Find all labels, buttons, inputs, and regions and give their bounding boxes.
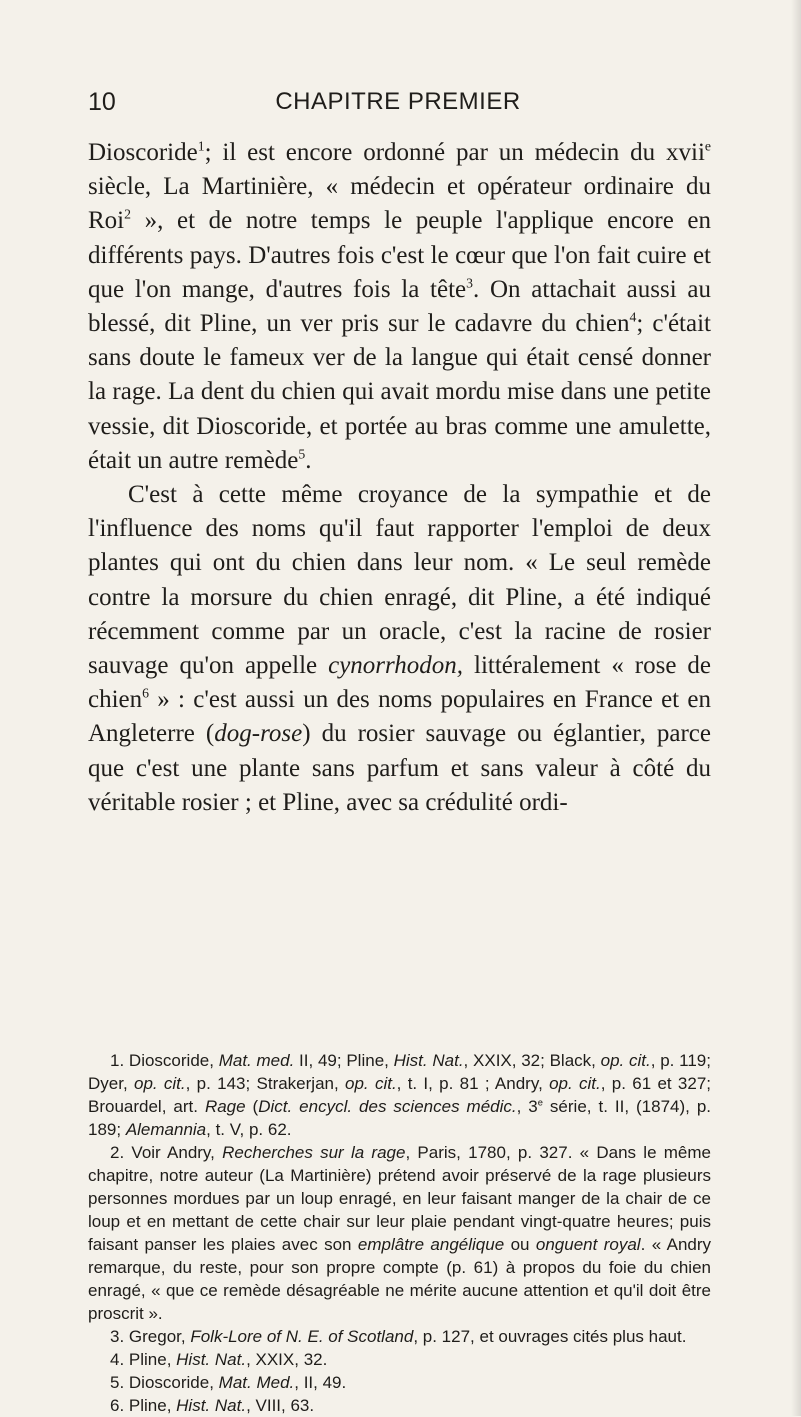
page-number: 10 xyxy=(88,88,116,116)
text-run: . « Andry remarque, du reste, pour son propre compte (p. 61) à propos du foie du chien enragé, « que ce remède désagréable ne mérite aucune attention et qu'il doit être proscrit ». xyxy=(88,1235,712,1323)
footnote-ref-6: 6 xyxy=(142,685,150,701)
citation-title: Folk-Lore of N. E. of Scotland xyxy=(190,1327,414,1346)
footnote-ref-4: 4 xyxy=(629,309,637,325)
footnote-ref-5: 5 xyxy=(298,446,306,462)
footnote-ref-1: 1 xyxy=(197,138,205,154)
text-run: , XXIX, 32; Black, xyxy=(463,1051,601,1070)
text-run: , t. I, p. 81 ; Andry, xyxy=(396,1074,550,1093)
italic-term: emplâtre angélique xyxy=(357,1235,505,1254)
citation-title: op. cit. xyxy=(600,1051,651,1070)
text-run: ) du rosier sauvage ou églantier, parce que c'est une plante sans parfum et sans valeur à côté du véritable rosier ; et Pline, avec sa crédulité ordi- xyxy=(88,720,711,816)
text-run: , VIII, 63. xyxy=(246,1396,315,1415)
citation-title: Rage xyxy=(204,1097,246,1116)
text-run: 3. Gregor, xyxy=(110,1327,191,1346)
text-run: ; c'était sans doute le fameux ver de la langue qui était censé donner la rage. La dent du chien qui avait mordu mise dans une petite vessie, dit Dioscoride, et portée au bras comme une amulette, était un autre remède xyxy=(88,310,711,474)
text-run: 5. Dioscoride, xyxy=(110,1373,219,1392)
text-run: » : c'est aussi un des noms populaires en France et en Angleterre ( xyxy=(88,686,711,748)
citation-title: op. cit. xyxy=(133,1074,186,1093)
text-run: ou xyxy=(504,1235,536,1254)
footnote-2 xyxy=(88,1141,711,1325)
citation-title: Hist. Nat. xyxy=(393,1051,464,1070)
main-text xyxy=(88,136,711,820)
text-run: 4. Pline, xyxy=(110,1350,177,1369)
footnote-ref-3: 3 xyxy=(466,275,474,291)
citation-title: op. cit. xyxy=(345,1074,397,1093)
text-run: , II, 49. xyxy=(294,1373,347,1392)
text-run: . On attachait aussi au blessé, dit Pline, un ver pris sur le cadavre du chien xyxy=(88,275,711,338)
footnote-ref-2: 2 xyxy=(124,207,131,223)
citation-title: Mat. med. xyxy=(218,1051,295,1070)
text-run: II, 49; Pline, xyxy=(294,1051,394,1070)
running-header xyxy=(88,88,708,118)
text-run: 2. Voir Andry, xyxy=(110,1143,223,1162)
footnote-1 xyxy=(88,1049,711,1141)
citation-title: Hist. Nat. xyxy=(176,1396,247,1415)
chapter-title: CHAPITRE PREMIER xyxy=(275,88,521,115)
text-run: ; il est encore ordonné par un médecin du xvii xyxy=(204,139,705,166)
text-run: , p. 127, et ouvrages cités plus haut. xyxy=(413,1327,687,1346)
text-run: C'est à cette même croyance de la sympathie et de l'influence des noms qu'il faut rapporter l'emploi de deux plantes qui ont du chien dans leur nom. « Le seul remède contre la morsure du chien enragé, dit Pline, a été indiqué récemment comme par un oracle, c'est la racine de rosier sauvage qu'on appelle xyxy=(88,481,711,680)
text-run: 6. Pline, xyxy=(110,1396,177,1415)
text-run: Dioscoride xyxy=(88,139,198,166)
italic-term: cynorrhodon, xyxy=(328,652,464,680)
text-run: », et de notre temps le peuple l'applique encore en différents pays. D'autres fois c'est le cœur que l'on fait cuire et que l'on mange, d'autres fois la tête xyxy=(88,207,711,303)
citation-title: Alemannia xyxy=(125,1120,207,1139)
text-run: 1. Dioscoride, xyxy=(110,1051,219,1070)
text-run: littéralement « rose de chien xyxy=(88,652,712,714)
footnotes xyxy=(88,1049,711,1417)
text-run: siècle, La Martinière, « médecin et opérateur ordinaire du Roi xyxy=(88,173,711,235)
century-superscript: e xyxy=(704,138,711,154)
citation-title: Recherches sur la rage xyxy=(222,1143,406,1162)
citation-title: Mat. Med. xyxy=(218,1373,295,1392)
citation-title: Dict. encycl. des sciences médic. xyxy=(258,1097,517,1116)
citation-title: Hist. Nat. xyxy=(176,1350,247,1369)
italic-term: onguent royal xyxy=(535,1235,641,1254)
text-run: , p. 61 et 327; Brouardel, art. xyxy=(88,1074,711,1116)
text-run: , 3 xyxy=(516,1097,538,1116)
text-run: , p. 119; Dyer, xyxy=(88,1051,711,1093)
footnote-6 xyxy=(88,1394,711,1417)
text-run: série, t. II, (1874), p. 189; xyxy=(88,1097,712,1139)
italic-term: dog-rose xyxy=(214,720,303,748)
footnote-3 xyxy=(88,1325,711,1348)
text-run: . xyxy=(305,446,312,474)
series-superscript: e xyxy=(537,1097,543,1108)
text-run: ( xyxy=(245,1097,259,1116)
paragraph-1 xyxy=(88,136,711,478)
text-run: , Paris, 1780, p. 327. « Dans le même chapitre, notre auteur (La Martinière) prétend avoir préservé de la rage plusieurs personnes mordues par un loup enragé, en leur faisant manger de la chair de ce loup et en mettant de cette chair sur leur plaie pendant vingt-quatre heures; puis faisant panser les plaies avec son xyxy=(88,1143,712,1254)
page-edge-shadow xyxy=(791,0,801,1416)
text-run: , t. V, p. 62. xyxy=(206,1120,292,1139)
text-run: , XXIX, 32. xyxy=(246,1350,328,1369)
text-run: , p. 143; Strakerjan, xyxy=(185,1074,346,1093)
citation-title: op. cit. xyxy=(549,1074,601,1093)
footnote-4 xyxy=(88,1348,711,1371)
footnote-5 xyxy=(88,1371,711,1394)
paragraph-2 xyxy=(88,478,711,820)
